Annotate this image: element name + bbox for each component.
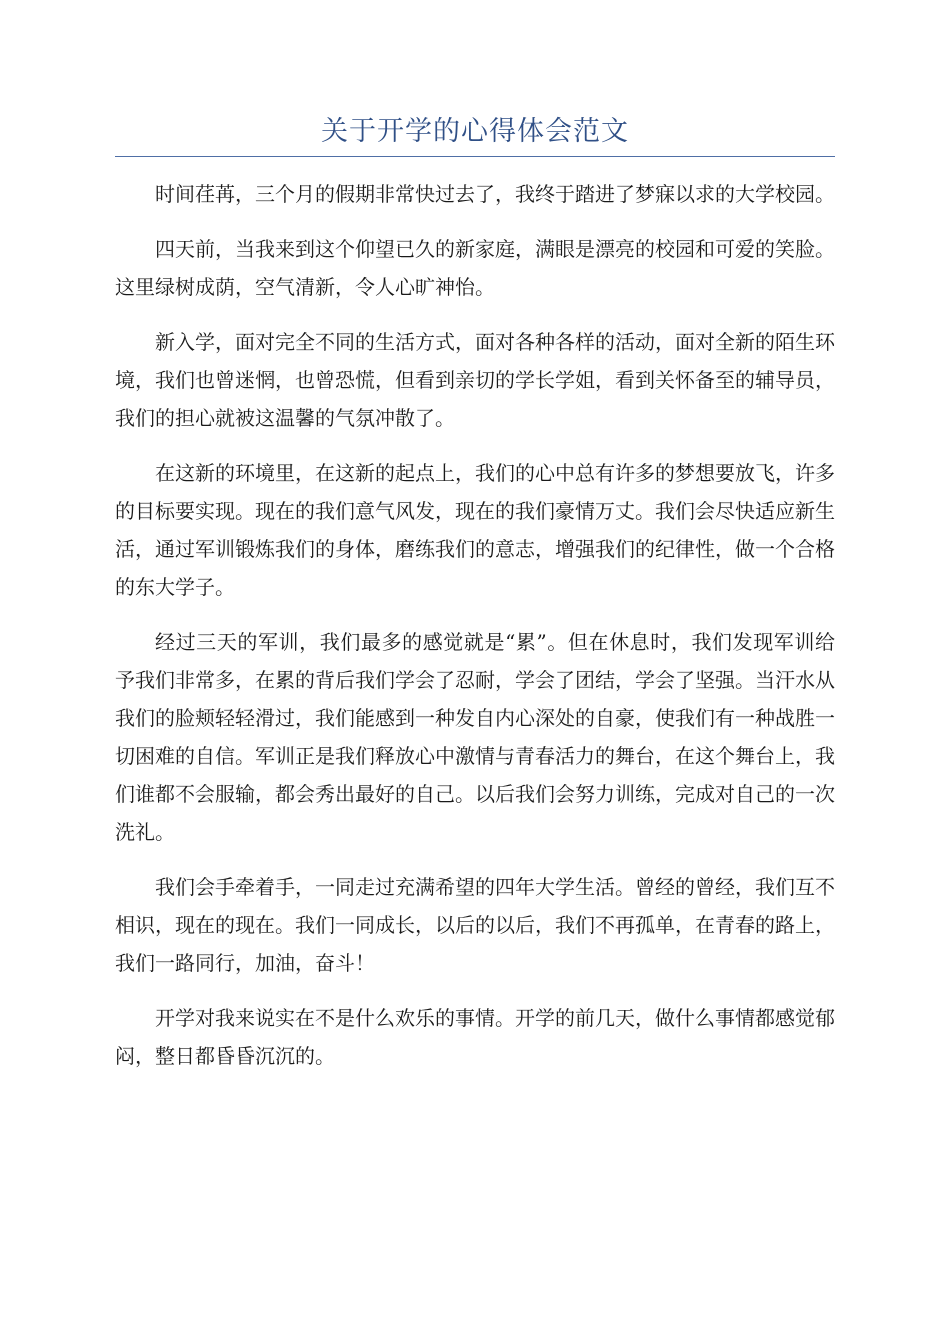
paragraph-6: 我们会手牵着手，一同走过充满希望的四年大学生活。曾经的曾经，我们互不相识，现在的现在。我们一同成长，以后的以后，我们不再孤单，在青春的路上，我们一路同行，加油，奋斗！ xyxy=(115,875,835,975)
paragraph-4: 在这新的环境里，在这新的起点上，我们的心中总有许多的梦想要放飞，许多的目标要实现。现在的我们意气风发，现在的我们豪情万丈。我们会尽快适应新生活，通过军训锻炼我们的身体，磨练我们的意志，增强我们的纪律性，做一个合格的东大学子。 xyxy=(115,461,835,599)
paragraph-2: 四天前，当我来到这个仰望已久的新家庭，满眼是漂亮的校园和可爱的笑脸。这里绿树成荫，空气清新，令人心旷神怡。 xyxy=(115,237,835,299)
document-body xyxy=(115,175,835,1092)
paragraph-7: 开学对我来说实在不是什么欢乐的事情。开学的前几天，做什么事情都感觉郁闷，整日都昏昏沉沉的。 xyxy=(115,1006,835,1068)
paragraph-5: 经过三天的军训，我们最多的感觉就是“累”。但在休息时，我们发现军训给予我们非常多，在累的背后我们学会了忍耐，学会了团结，学会了坚强。当汗水从我们的脸颊轻轻滑过，我们能感到一种发自内心深处的自豪，使我们有一种战胜一切困难的自信。军训正是我们释放心中激情与青春活力的舞台，在这个舞台上，我们谁都不会服输，都会秀出最好的自己。以后我们会努力训练，完成对自己的一次洗礼。 xyxy=(115,630,835,844)
title-block xyxy=(115,112,835,157)
page-title: 关于开学的心得体会范文 xyxy=(321,116,629,147)
paragraph-1: 时间荏苒，三个月的假期非常快过去了，我终于踏进了梦寐以求的大学校园。 xyxy=(155,182,835,206)
paragraph-3: 新入学，面对完全不同的生活方式，面对各种各样的活动，面对全新的陌生环境，我们也曾迷惘，也曾恐慌，但看到亲切的学长学姐，看到关怀备至的辅导员，我们的担心就被这温馨的气氛冲散了。 xyxy=(115,330,835,430)
